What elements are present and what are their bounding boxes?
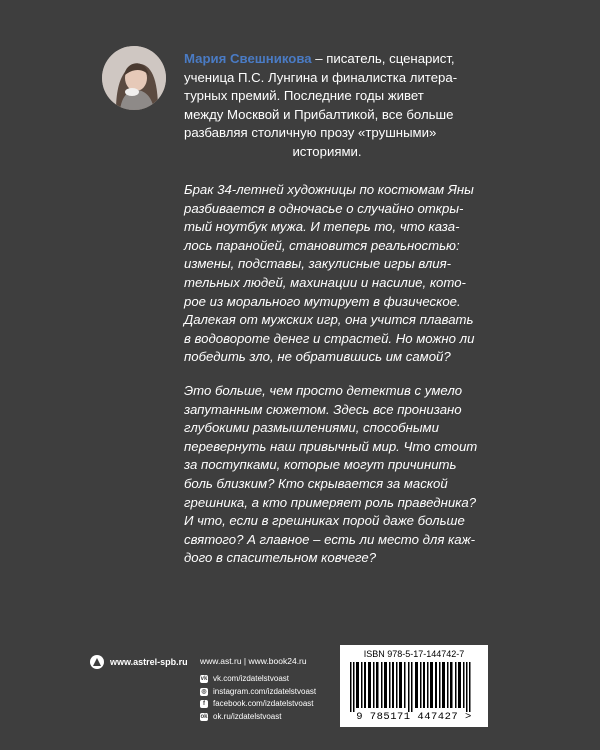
ok-icon: ok (200, 713, 208, 720)
annotation-paragraph-1 (184, 181, 484, 367)
facebook-icon: f (200, 700, 208, 708)
publisher-site[interactable] (90, 655, 188, 669)
author-portrait-icon (102, 46, 166, 110)
social-link-facebook[interactable] (200, 698, 316, 711)
annotation-line: глубокими размышлениями, способными (184, 420, 439, 436)
annotation-line: в водовороте денег и страстей. Но можно ли (184, 330, 475, 346)
author-photo (102, 46, 166, 110)
annotation-paragraph-2 (184, 382, 484, 568)
annotation-line: за поступками, которые могут причинить (184, 457, 457, 473)
annotation-line: победить зло, не обратившись им самой? (184, 349, 451, 365)
bio-line: между Москвой и Прибалтикой, все больше (184, 106, 454, 122)
annotation-line: тый ноутбук мужа. И теперь то, что каза- (184, 219, 460, 235)
vk-icon: vk (200, 676, 208, 682)
isbn-number: ISBN 978-5-17-144742-7 (363, 649, 465, 659)
annotation-line: перевернуть наш привычный мир. Что стоит (184, 438, 478, 454)
annotation-line: Это больше, чем просто детектив с умело (184, 383, 463, 398)
annotation-line: тельных людей, махинации и насилие, кото- (184, 274, 466, 290)
social-link-ok[interactable] (200, 711, 316, 724)
bio-line: историями. (292, 143, 362, 159)
barcode-digits: 9 785171 447427 > (356, 711, 472, 723)
social-links (200, 673, 316, 723)
social-link-text[interactable]: vk.com/izdatelstvoast (213, 674, 290, 683)
social-link-instagram[interactable] (200, 686, 316, 699)
annotation-line: Далекая от мужских игр, она учится плавать (184, 312, 474, 328)
publisher-websites[interactable]: www.ast.ru | www.book24.ru (200, 656, 307, 666)
publisher-site-link[interactable]: www.astrel-spb.ru (110, 657, 188, 667)
annotation-line: лось паранойей, становится реальностью: (184, 237, 460, 253)
author-name: Мария Свешникова (184, 51, 312, 66)
annotation-line: грешника, а кто примеряет роль праведника? (184, 494, 477, 510)
barcode-icon (346, 662, 482, 712)
bio-line: Мария Свешникова – писатель, сценарист, (184, 51, 455, 66)
social-link-text[interactable]: ok.ru/izdatelstvoast (213, 711, 282, 721)
astrel-logo-icon (90, 655, 104, 669)
social-link-text[interactable]: instagram.com/izdatelstvoast (213, 686, 317, 696)
social-link-text[interactable]: facebook.com/izdatelstvoast (213, 699, 314, 708)
author-bio (184, 50, 490, 162)
isbn-barcode (340, 645, 488, 727)
annotation-line: дого в спасительном ковчеге? (184, 550, 377, 566)
annotation-line: боль близким? Кто скрывается за маской (184, 475, 448, 491)
instagram-icon: ◎ (201, 688, 207, 695)
annotation-line: Брак 34-летней художницы по костюмам Яны (184, 182, 474, 197)
bio-line: турных премий. Последние годы живет (184, 88, 424, 104)
bio-line: ученица П.С. Лунгина и финалистка литера- (184, 69, 458, 85)
annotation-line: запутанным сюжетом. Здесь все пронизано (184, 401, 462, 417)
social-link-vk[interactable] (200, 673, 316, 686)
bio-line: разбавляя столичную прозу «трушными» (184, 125, 437, 141)
annotation-line: И что, если в грешниках порой даже больше (184, 513, 465, 529)
annotation-line: разбивается в одночасье о случайно откры- (184, 200, 464, 216)
annotation-line: рое из морального мутирует в физическое. (184, 293, 461, 309)
annotation-line: измены, подставы, закулисные игры влия- (184, 256, 452, 272)
annotation-line: святого? А главное – есть ли место для каж- (184, 531, 476, 547)
